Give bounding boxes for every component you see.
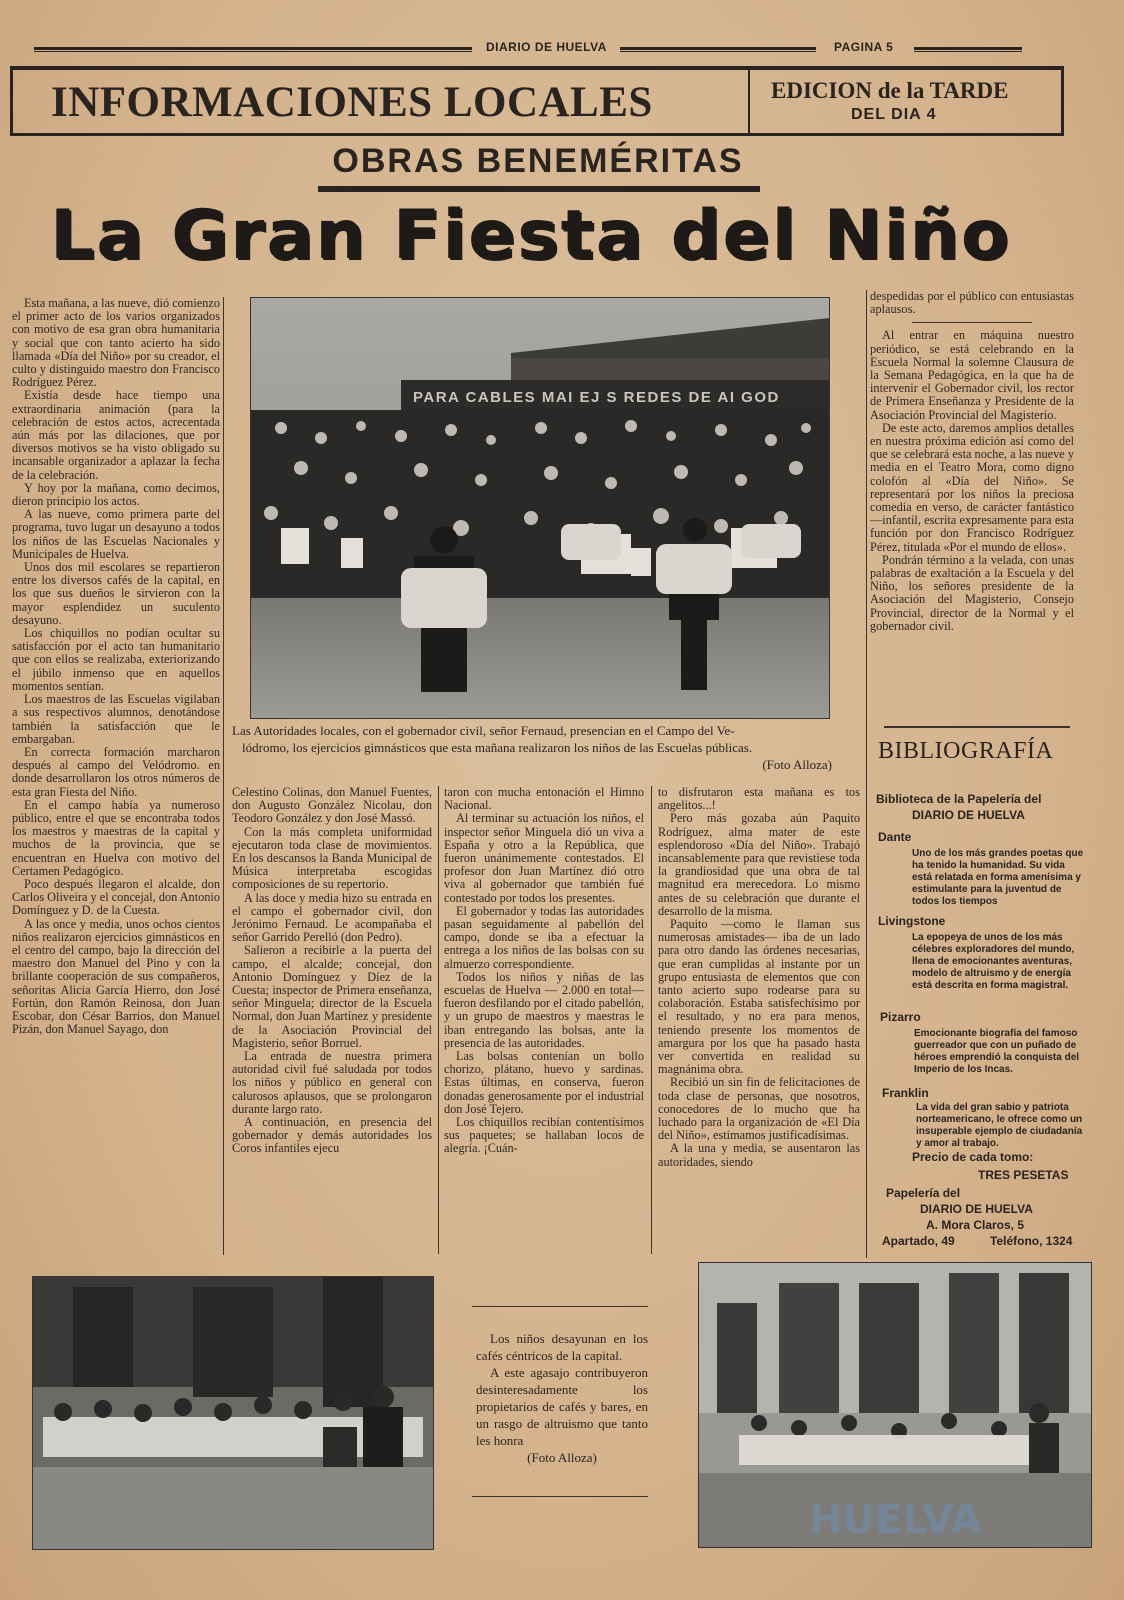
paragraph: Existía desde hace tiempo una extraordinaria animación (para la celebración de estos actos, acrecentada aún más por las dilaciones, que por diversos motivos se ha visto obligado su incansable organizador a aplazar la fecha de la celebración. (12, 388, 220, 482)
paragraph: Celestino Colinas, don Manuel Fuentes, don Augusto González Nicolau, don Teodoro González y don José Massó. (232, 786, 432, 826)
main-photo (250, 297, 830, 719)
folio-rule (914, 47, 1022, 50)
paragraph: to disfrutaron esta mañana es tos angelitos...! (658, 786, 860, 813)
bibliography-intro: Biblioteca de la Papelería del (876, 792, 1042, 806)
edition-label: EDICION de la TARDE (771, 78, 1009, 103)
shop-apartado: Apartado, 49 (882, 1234, 955, 1248)
bibliography-title: BIBLIOGRAFÍA (878, 738, 1054, 764)
photo-credit: (Foto Alloza) (762, 757, 832, 772)
section-title: INFORMACIONES LOCALES (51, 79, 653, 126)
folio-rule (34, 47, 472, 50)
article-column-5 (870, 290, 1074, 710)
paragraph: Recibió un sin fin de felicitaciones de toda clase de personas, que nosotros, conocedores de lo mucho que ha luchado para la organización de «El Día del Niño», estimamos justificadísimas. (658, 1075, 860, 1143)
main-photo-caption (232, 722, 832, 773)
cafe-photo-right (698, 1262, 1092, 1548)
bibliography-intro: DIARIO DE HUELVA (912, 808, 1025, 822)
shop-name: DIARIO DE HUELVA (920, 1202, 1033, 1216)
main-photo-image (251, 298, 829, 718)
caption-text: A este agasajo contribuyeron desinteresadamente los propietarios de cafés y bares, en un rasgo de altruismo que tanto les honra (476, 1365, 648, 1448)
paragraph: Salieron a recibirle a la puerta del campo, el alcalde; concejal, don Antonio Domínguez y Díez de la Cuesta; inspector de Primera enseñanza, señor Minguela; director de la Escuela Normal, don Juan Martínez y presidente de la Asociación Provincial del Magisterio, señor Borruel. (232, 943, 432, 1050)
shop-name: Papelería del (886, 1186, 961, 1200)
paragraph: Al terminar su actuación los niños, el inspector señor Minguela dió un viva a España y otro a la República, que fueron unánimemente contestados. El profesor don Juan Martínez dió otro viva al gobernador que también fué contestado por todos los presentes. (444, 811, 644, 905)
book-description: Emocionante biografía del famoso guerreador que con un puñado de héroes emprendió la conquista del Imperio de los Incas. (914, 1028, 1080, 1075)
paragraph: A las doce y media hizo su entrada en el campo el gobernador civil, don Jerónimo Fernaud. Le acompañaba el señor Garrido Perelló (don Pedro). (232, 890, 432, 945)
book-title: Pizarro (880, 1010, 921, 1024)
column-separator (912, 322, 1032, 323)
article-column-4 (658, 786, 860, 1254)
caption-line: Las Autoridades locales, con el gobernador civil, señor Fernaud, presencian en el Campo del Ve- (232, 723, 735, 738)
photo-banner-text: PARA CABLES MAI EJ S REDES DE AI GOD (413, 389, 780, 406)
paragraph: El gobernador y todas las autoridades pasan seguidamente al pabellón del campo, donde se iba a efectuar la entrega a los niños de las bolsas con su almuerzo correspondiente. (444, 903, 644, 971)
paragraph: Paquito —como le llaman sus numerosas amistades— iba de un lado para otro dando las órdenes necesarias, que eran cumplidas al instante por un grupo entusiasta de elementos que con tanto acierto supo rodearse para su colaboración. Estaba satisfechísimo por el resultado, y no era para menos, teniendo presente los momentos de amargura por los que ha pasado hasta ver convertida en realidad su magnánima obra. (658, 917, 860, 1077)
paragraph: Pondrán término a la velada, con unas palabras de exaltación a la Escuela y del Niño, los señores presidente de la Asociación del Magisterio, Consejo Provincial, director de la Normal y el gobernador civil. (870, 552, 1074, 633)
paragraph: despedidas por el público con entusiastas aplausos. (870, 290, 1074, 317)
paragraph: Los chiquillos recibían contentísimos sus paquetes; se hallaban locos de alegría. ¡Cuán- (444, 1115, 644, 1156)
paragraph: Las bolsas contenían un bollo chorizo, plátano, huevo y sardinas. Estas últimas, en conserva, fueron donadas generosamente por el industrial don José Tejero. (444, 1049, 644, 1116)
paragraph: Al entrar en máquina nuestro periódico, se está celebrando en la Escuela Normal la solemne Clausura de la Semana Pedagógica, en la que ha de intervenir el Gobernador civil, los rector de Primera Enseñanza y Presidente de la Asociación Provincial del Magisterio. (870, 328, 1074, 422)
book-title: Franklin (882, 1086, 929, 1100)
article-column-3 (444, 786, 644, 1254)
paragraph: Unos dos mil escolares se repartieron entre los diversos cafés de la capital, en los que sus dueños le sirvieron con la mayor esplendidez un suculento desayuno. (12, 560, 220, 627)
watermark-text: HUELVA (809, 1497, 982, 1543)
paragraph: Los chiquillos no podían ocultar su satisfacción por el acto tan humanitario que con ellos se realizaba, exteriorizando el júbilo inmenso que en aquellos momentos sentían. (12, 626, 220, 693)
paragraph: Los maestros de las Escuelas vigilaban a sus respectivos alumnos, denotándose también la satisfacción que le embargaban. (12, 692, 220, 746)
column-rule (223, 297, 224, 1255)
caption-rule (472, 1306, 648, 1307)
paragraph: Esta mañana, a las nueve, dió comienzo el primer acto de los varios organizados con motivo de esa gran obra humanitaria y social que con tanto acierto ha sido llamada «Día del Niño» por su creador, el culto y distinguido maestro don Francisco Rodríguez Pérez. (12, 297, 220, 390)
paragraph: A la una y media, se ausentaron las autoridades, siendo (658, 1141, 860, 1169)
section-header (10, 66, 1064, 136)
folio-rule (914, 51, 1022, 52)
bottom-photo-caption (476, 1330, 648, 1466)
kicker: OBRAS BENEMÉRITAS (332, 142, 744, 180)
article-column-2 (232, 786, 432, 1254)
folio-rule (34, 51, 472, 52)
article-column-1 (12, 297, 220, 1255)
column-rule (651, 786, 652, 1254)
book-title: Dante (878, 830, 912, 844)
caption-text: Los niños desayunan en los cafés céntricos de la capital. (476, 1331, 648, 1363)
book-description: La epopeya de unos de los más célebres exploradores del mundo, llena de emocionantes aventuras, modelo de altruismo y de energía está descrita en forma magistral. (912, 932, 1075, 991)
paragraph: En el campo había ya numeroso público, entre el que se encontraba todos los maestros y maestras de la capital y muchos de la provincia, que se encuentran en Huelva con motivo del Certamen Pedagógico. (12, 797, 220, 878)
paragraph: En correcta formación marcharon después al campo del Velódromo. en donde desarrollaron los otros números de esta gran Fiesta del Niño. (12, 744, 220, 799)
folio-rule (620, 51, 816, 52)
paragraph: Pero más gozaba aún Paquito Rodríguez, alma mater de este esplendoroso «Día del Niño». Trabajó incansablemente para que revistiese toda la grandiosidad que una obra de tal magnitud era merecedora. Lo mismo antes de su celebración que durante el desarrollo de la misma. (658, 811, 860, 918)
paragraph: taron con mucha entonación el Himno Nacional. (444, 786, 644, 813)
kicker-rule (318, 186, 760, 192)
cafe-photo-right-image (699, 1263, 1091, 1547)
paragraph: La entrada de nuestra primera autoridad civil fué saludada por todos los niños y público en general con calurosos aplausos, que se prolongaron durante largo rato. (232, 1049, 432, 1116)
column-rule (438, 786, 439, 1254)
price: TRES PESETAS (978, 1168, 1069, 1182)
paragraph: A continuación, en presencia del gobernador y demás autoridades los Coros infantiles ejecu (232, 1115, 432, 1156)
shop-address: A. Mora Claros, 5 (926, 1218, 1025, 1232)
cafe-photo-left-image (33, 1277, 433, 1549)
header-divider (748, 70, 750, 133)
photo-credit: (Foto Alloza) (527, 1450, 597, 1465)
folio-paper-name: DIARIO DE HUELVA (486, 40, 607, 54)
headline: La Gran Fiesta del Niño (50, 196, 1011, 275)
book-description: Uno de los más grandes poetas que ha tenido la humanidad. Su vida está relatada en forma amenísima y estimulante para la juventud de todos los tiempos (912, 848, 1084, 907)
paragraph: Todos los niños y niñas de las escuelas de Huelva — 2.000 en total— fueron desfilando por el citado pabellón, y un grupo de maestros y maestras le iban entregando las bolsas, ante la presencia de las autoridades. (444, 969, 644, 1050)
column-rule (866, 290, 867, 1258)
paragraph: De este acto, daremos amplios detalles en nuestra próxima edición así como del que se celebrará esta noche, a las nueve y media en el Teatro Mora, como digno colofón al «Día del Niño». Se representará por los niños la preciosa comedia en verso, de carácter fantástico —infantil, escrita expresamente para esta función por don Francisco Rodríguez Pérez, titulada «Por el mundo de ellos». (870, 420, 1074, 554)
paragraph: Poco después llegaron el alcalde, don Carlos Oliveira y el concejal, don Antonio Domínguez y D. de la Cuesta. (12, 876, 220, 918)
edition-day: DEL DIA 4 (851, 106, 937, 123)
folio-page-number: PAGINA 5 (834, 40, 894, 54)
paragraph: Y hoy por la mañana, como decimos, dieron principio los actos. (12, 480, 220, 509)
folio-rule (620, 47, 816, 50)
paragraph: Con la más completa uniformidad ejecutaron toda clase de movimientos. En los descansos la Banda Municipal de Música interpretaba escogidas composiciones de su repertorio. (232, 824, 432, 892)
caption-line: lódromo, los ejercicios gimnásticos que esta mañana realizaron los niños de las Escuelas públicas. (242, 740, 753, 755)
folio-line (34, 38, 1044, 58)
book-title: Livingstone (878, 914, 946, 928)
paragraph: A las once y media, unos ochos cientos niños realizaron ejercicios gimnásticos en el centro del campo, bajo la dirección del maestro don Manuel del Pino y con la brillante cooperación de sus compañeros, señoritas Alicia García Hierro, don José Fortún, don Ramón Reinosa, don Juan Escobar, don César Barrios, don Manuel Pizán, don Manuel Sayago, don (12, 916, 220, 1037)
book-description: La vida del gran sabio y patriota norteamericano, le ofrece como un insuperable ejemplo de ciudadanía y amor al trabajo. (916, 1102, 1083, 1149)
cafe-photo-left (32, 1276, 434, 1550)
paragraph: A las nueve, como primera parte del programa, tuvo lugar un desayuno a todos los niños de las Escuelas Nacionales y Municipales de Huelva. (12, 507, 220, 561)
bibliography-rule (884, 726, 1070, 728)
caption-rule (472, 1496, 648, 1497)
price-label: Precio de cada tomo: (912, 1150, 1034, 1164)
shop-telephone: Teléfono, 1324 (990, 1234, 1073, 1248)
